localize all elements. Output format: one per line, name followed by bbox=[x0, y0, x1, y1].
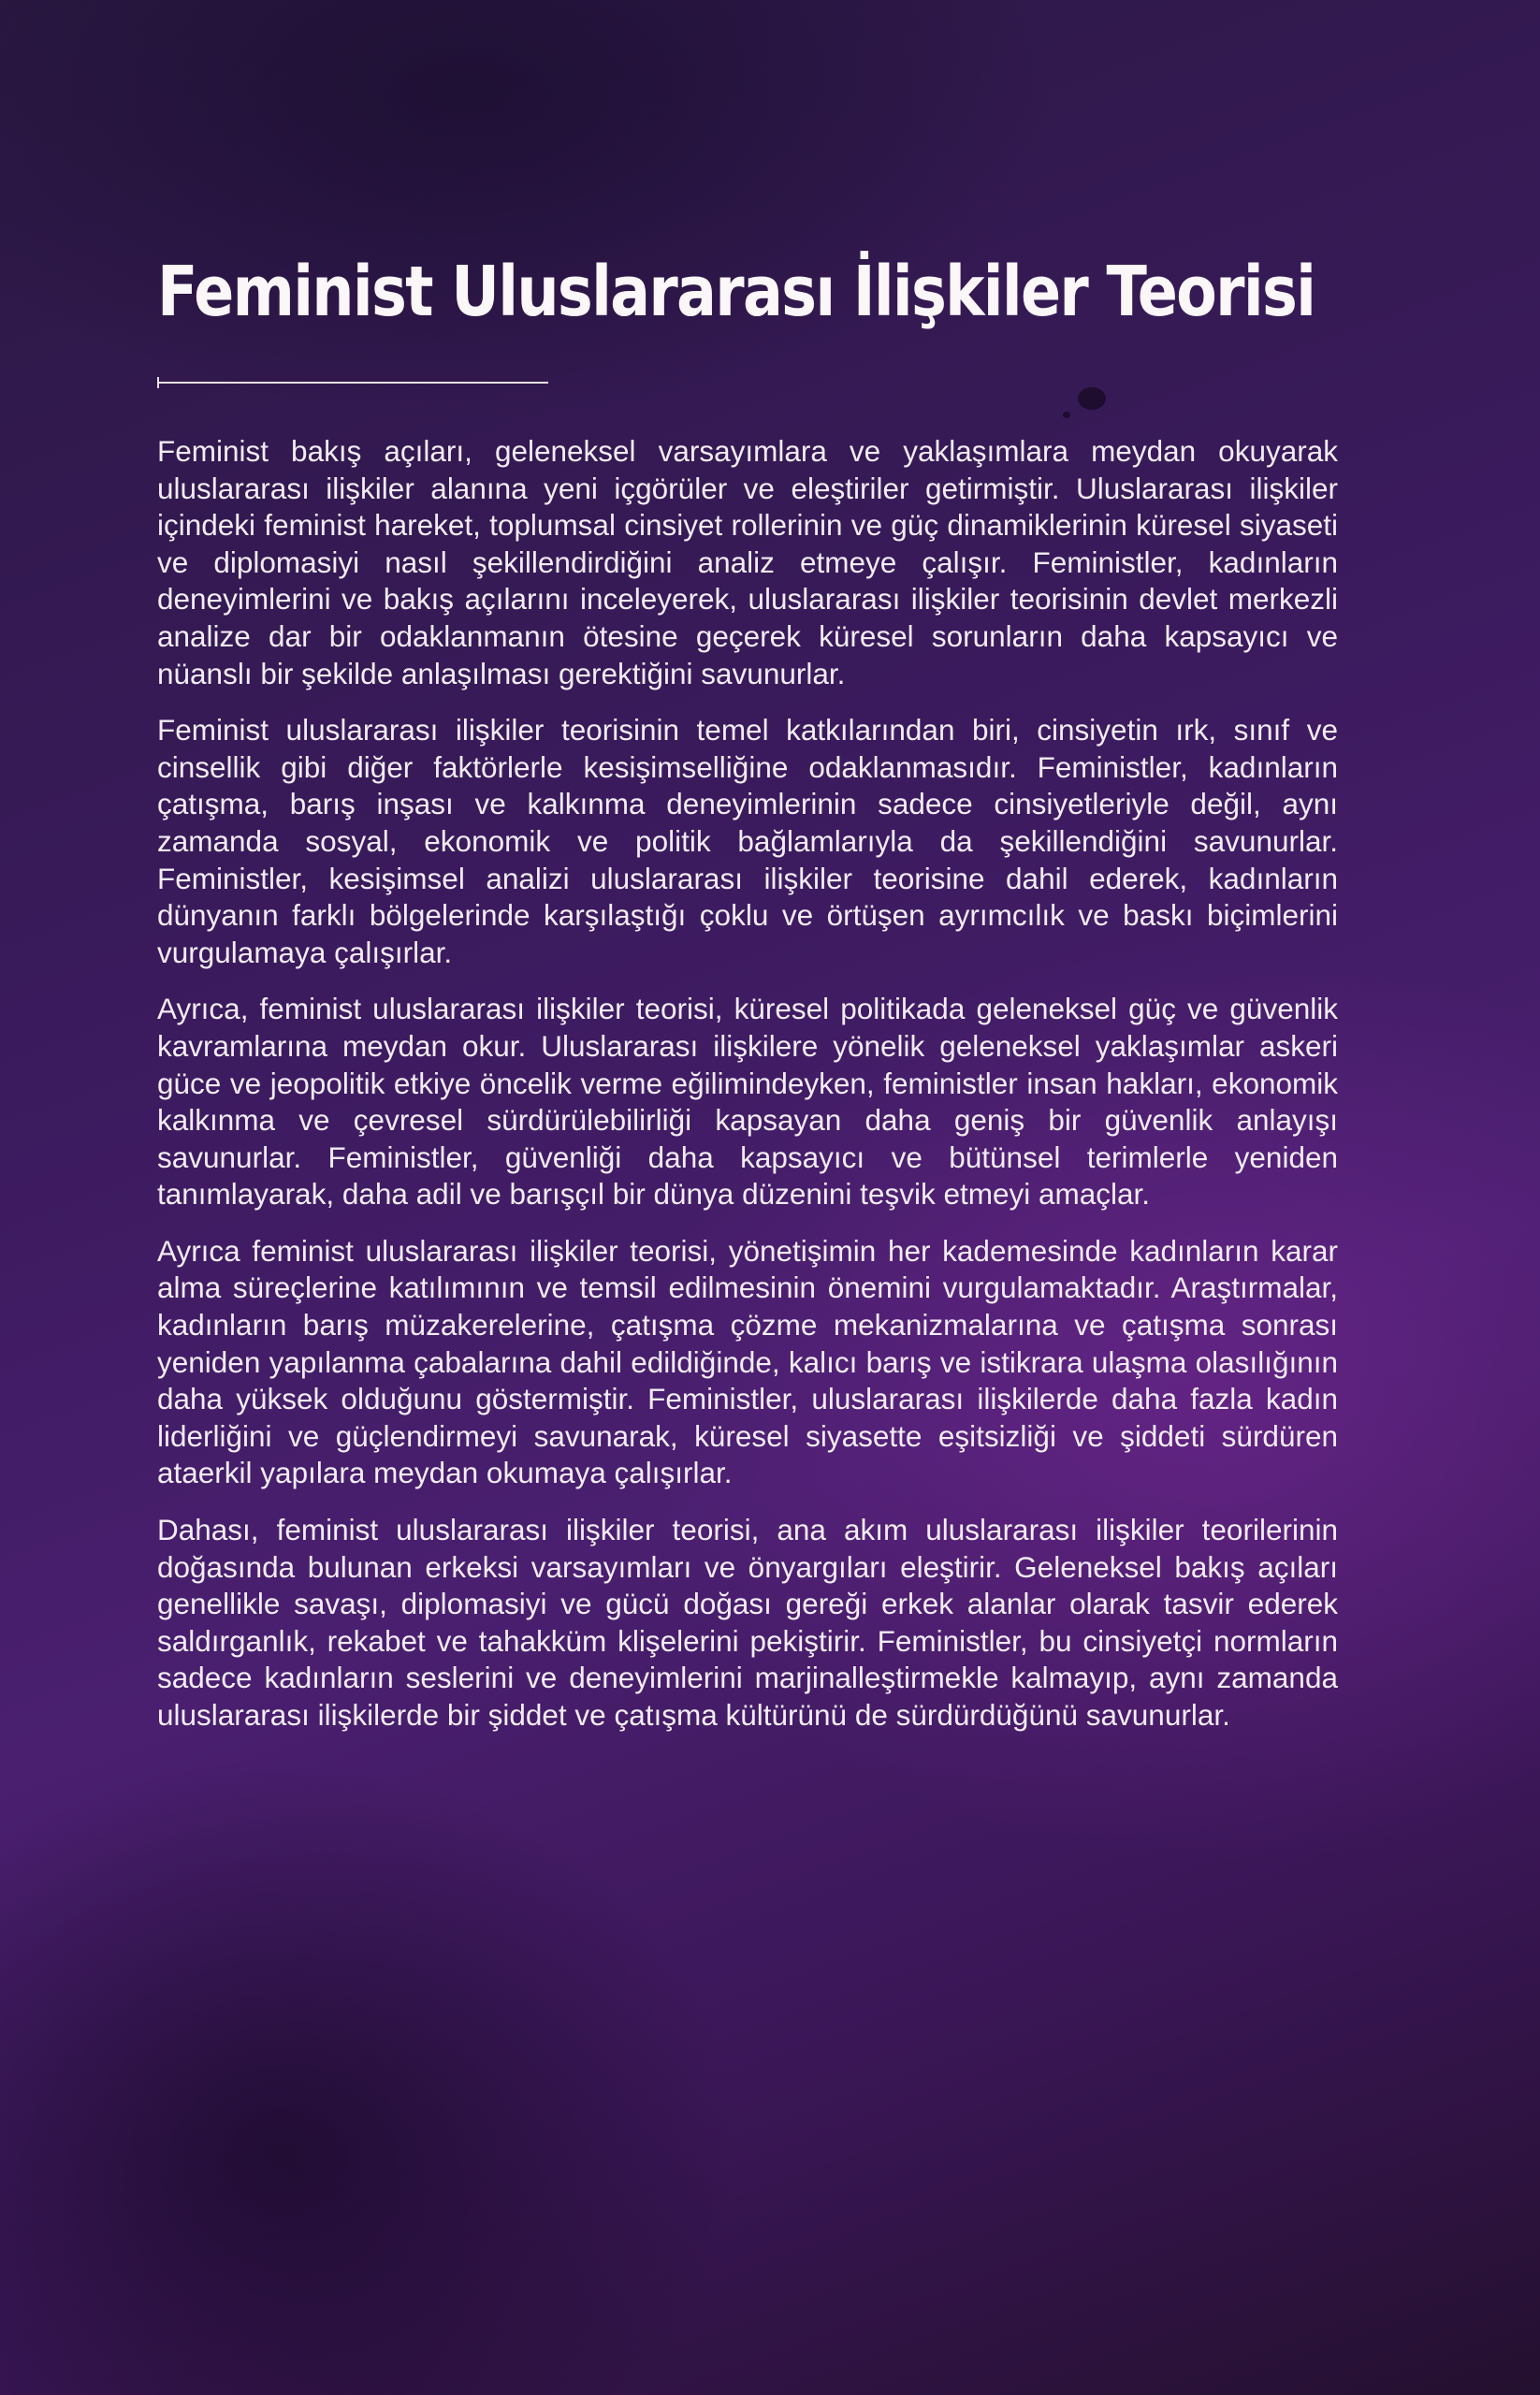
paragraph: Ayrıca, feminist uluslararası ilişkiler teorisi, küresel politikada geleneksel güç ve güvenlik kavramlarına meydan okur. Uluslararası ilişkilere yönelik geleneksel yaklaşımlar askeri güce ve jeopolitik etkiye öncelik verme eğilimindeyken, feministler insan hakları, ekonomik kalkınma ve çevresel sürdürülebilirliği kapsayan daha geniş bir güvenlik anlayışı savunurlar. Feministler, güvenliği daha kapsayıcı ve bütünsel terimlerle yeniden tanımlayarak, daha adil ve barışçıl bir dünya düzenini teşvik etmeyi amaçlar. bbox=[157, 992, 1338, 1212]
title-underline bbox=[157, 382, 548, 384]
ink-spot bbox=[1063, 412, 1070, 418]
paragraph: Ayrıca feminist uluslararası ilişkiler teorisi, yönetişimin her kademesinde kadınların karar alma süreçlerine katılımının ve temsil edilmesinin önemini vurgulamaktadır. Araştırmalar, kadınların barış müzakerelerine, çatışma çözme mekanizmalarına ve çatışma sonrası yeniden yapılanma çabalarına dahil edildiğinde, kalıcı barış ve istikrara ulaşma olasılığının daha yüksek olduğunu göstermiştir. Feministler, uluslararası ilişkilerde daha fazla kadın liderliğini ve güçlendirmeyi savunarak, küresel siyasette eşitsizliği ve şiddeti sürdüren ataerkil yapılara meydan okumaya çalışırlar. bbox=[157, 1233, 1338, 1490]
ink-spot bbox=[1078, 387, 1106, 410]
body-text bbox=[157, 433, 1338, 1754]
paragraph: Dahası, feminist uluslararası ilişkiler teorisi, ana akım uluslararası ilişkiler teorilerinin doğasında bulunan erkeksi varsayımları ve önyargıları eleştirir. Geleneksel bakış açıları genellikle savaşı, diplomasiyi ve gücü doğası gereği erkek alanlar olarak tasvir ederek saldırganlık, rekabet ve tahakküm klişelerini pekiştirir. Feministler, bu cinsiyetçi normların sadece kadınların seslerini ve deneyimlerini marjinalleştirmekle kalmayıp, aynı zamanda uluslararası ilişkilerde bir şiddet ve çatışma kültürünü de sürdürdüğünü savunurlar. bbox=[157, 1513, 1338, 1732]
paragraph: Feminist bakış açıları, geleneksel varsayımlara ve yaklaşımlara meydan okuyarak uluslararası ilişkiler alanına yeni içgörüler ve eleştiriler getirmiştir. Uluslararası ilişkiler içindeki feminist hareket, toplumsal cinsiyet rollerinin ve güç dinamiklerinin küresel siyaseti ve diplomasiyi nasıl şekillendirdiğini analiz etmeye çalışır. Feministler, kadınların deneyimlerini ve bakış açılarını inceleyerek, uluslararası ilişkiler teorisinin devlet merkezli analize dar bir odaklanmanın ötesine geçerek küresel sorunların daha kapsayıcı ve nüanslı bir şekilde anlaşılması gerektiğini savunurlar. bbox=[157, 434, 1338, 690]
page-title: Feminist Uluslararası İlişkiler Teorisi bbox=[157, 252, 1315, 332]
paragraph: Feminist uluslararası ilişkiler teorisinin temel katkılarından biri, cinsiyetin ırk, sınıf ve cinsellik gibi diğer faktörlerle kesişimselliğine odaklanmasıdır. Feministler, kadınların çatışma, barış inşası ve kalkınma deneyimlerinin sadece cinsiyetleriyle değil, aynı zamanda sosyal, ekonomik ve politik bağlamlarıyla da şekillendiğini savunurlar. Feministler, kesişimsel analizi uluslararası ilişkiler teorisine dahil ederek, kadınların dünyanın farklı bölgelerinde karşılaştığı çoklu ve örtüşen ayrımcılık ve baskı biçimlerini vurgulamaya çalışırlar. bbox=[157, 713, 1338, 969]
